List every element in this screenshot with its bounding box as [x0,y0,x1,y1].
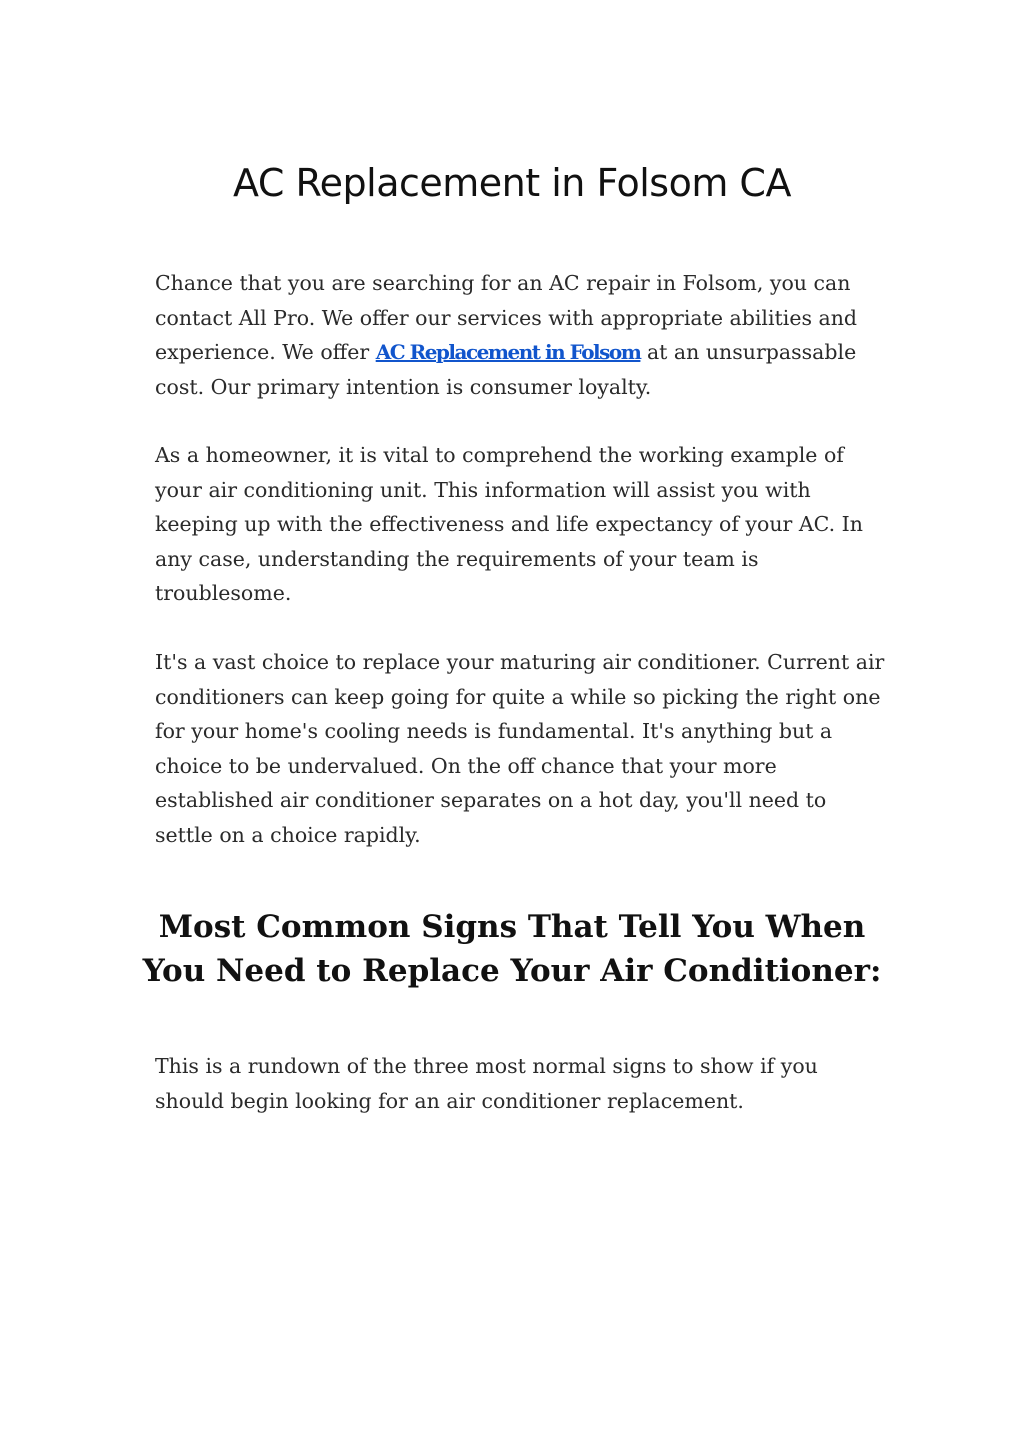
ac-replacement-link[interactable]: AC Replacement in Folsom [375,340,641,364]
intro-text-before-link: Chance that you are searching for an AC repair in Folsom, you can contact All Pro. We offer our services with appropriate abilities and experience. We offer [155,271,858,364]
homeowner-paragraph: As a homeowner, it is vital to comprehend the working example of your air conditioning unit. This information will assist you with keeping up with the effectiveness and life expectancy of your AC. In any case, understanding the requirements of your team is troublesome. [155,443,863,605]
rundown-paragraph: This is a rundown of the three most normal signs to show if you should begin looking for an air conditioner replacement. [155,1054,818,1113]
intro-paragraph [155,266,885,404]
intro-text-after-link: at an unsurpassable cost. Our primary intention is consumer loyalty. [155,340,857,399]
section-heading: Most Common Signs That Tell You When You Need to Replace Your Air Conditioner: [142,909,882,989]
replacement-choice-paragraph: It's a vast choice to replace your maturing air conditioner. Current air conditioners can keep going for quite a while so picking the right one for your home's cooling needs is fundamental. It's anything but a choice to be undervalued. On the off chance that your more established air conditioner separates on a hot day, you'll need to settle on a choice rapidly. [155,650,885,847]
page-title: AC Replacement in Folsom CA [233,161,791,205]
